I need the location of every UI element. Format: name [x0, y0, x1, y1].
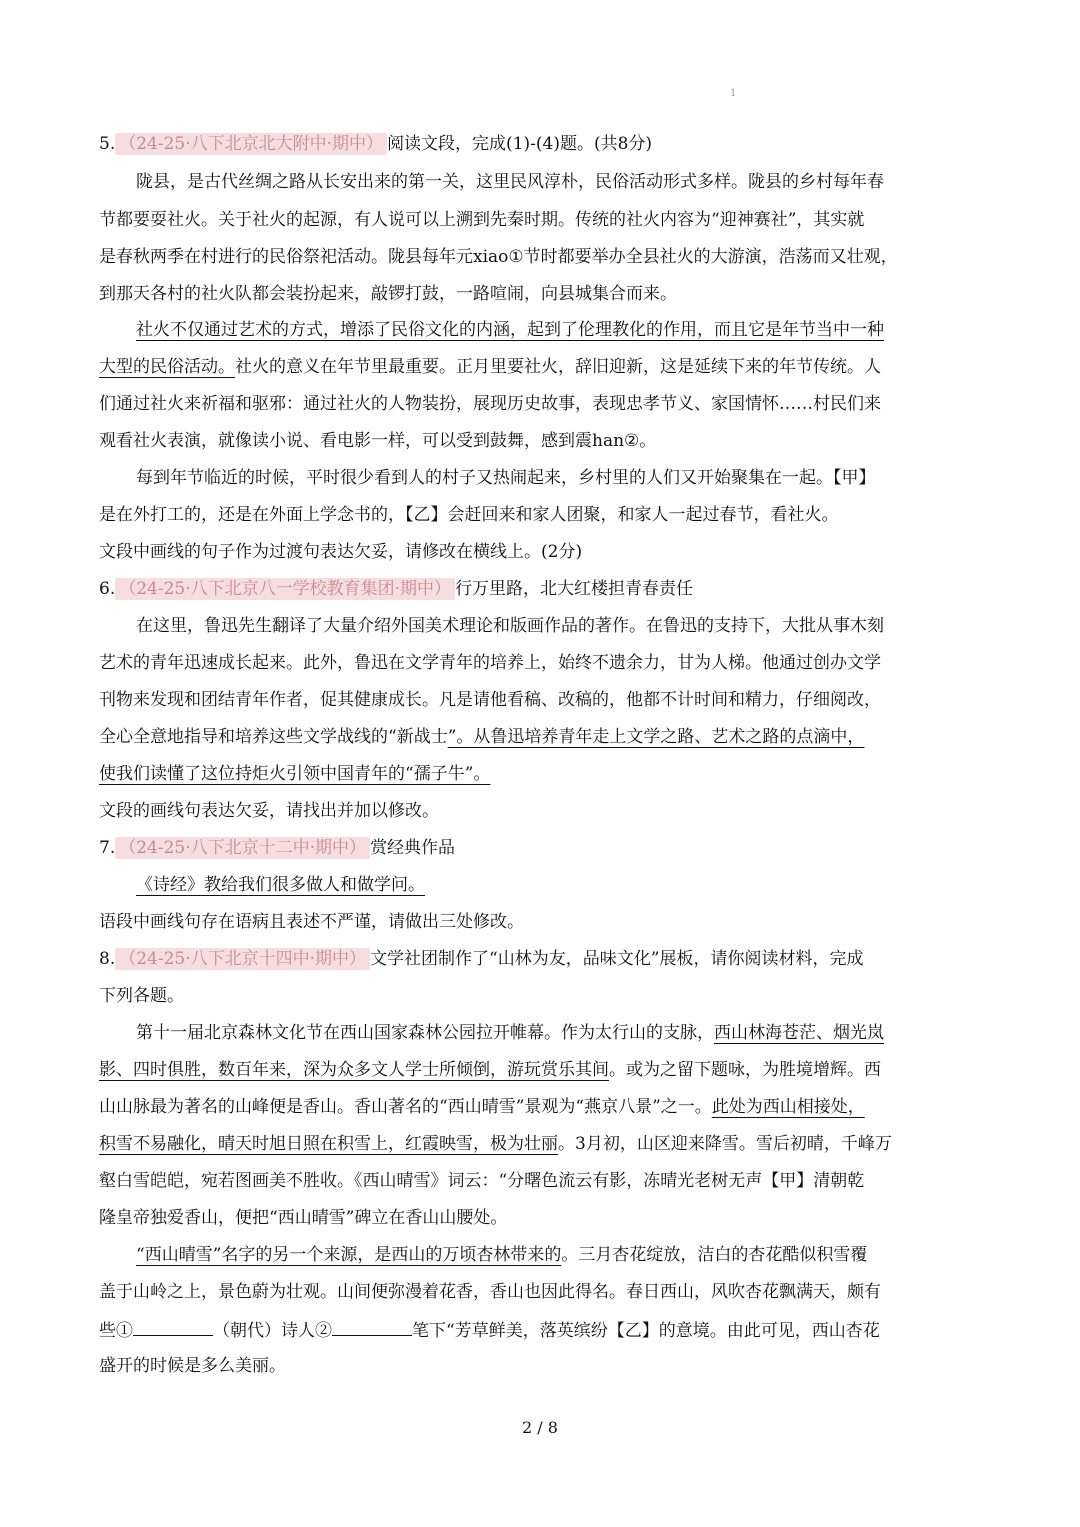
q8-underlined-1-end: 影、四时俱胜，数百年来，深为众多文人学士所倾倒，游玩赏乐其间 [99, 1060, 609, 1080]
q5-p3-line1: 每到年节临近的时候，平时很少看到人的村子又热闹起来，乡村里的人们又开始聚集在一起。【甲】 [136, 468, 876, 488]
q7-heading [99, 836, 989, 860]
q5-underlined-sentence: 社火不仅通过艺术的方式，增添了民俗文化的内涵，起到了伦理教化的作用，而且它是年节当中一种 [136, 320, 884, 340]
q8-text: （朝代）诗人② [213, 1321, 332, 1341]
q8-text: 些① [99, 1321, 133, 1341]
q8-text: 。三月杏花绽放，洁白的杏花酷似积雪覆 [561, 1245, 868, 1265]
q8-line5: 壑白雪皑皑，宛若图画美不胜收。《西山晴雪》词云：“分曙色流云有影，冻晴光老树无声【甲】清朝乾 [99, 1171, 865, 1191]
q8-underlined-3: “西山晴雪”名字的另一个来源，是西山的万顷杏林带来的 [136, 1245, 562, 1265]
q5-number: 5. [99, 134, 116, 154]
q8-text: 第十一届北京森林文化节在西山国家森林公园拉开帷幕。作为太行山的支脉， [136, 1023, 714, 1043]
q8-number: 8. [99, 949, 116, 969]
q5-underlined-sentence-end: 大型的民俗活动。 [99, 357, 235, 377]
blank-1[interactable] [133, 1317, 213, 1336]
q8-text: 。3月初，山区迎来降雪。雪后初晴，千峰万 [558, 1134, 892, 1154]
q8-source-tag: （24-25·八下北京十四中·期中） [115, 948, 370, 970]
header-mark: 1 [730, 88, 737, 99]
q8-line3 [99, 1095, 989, 1119]
q6-text: 全心全意地指导和培养这些文学战线的“新战士 [99, 727, 448, 747]
q8-heading [99, 947, 989, 971]
q6-line3: 刊物来发现和团结青年作者，促其健康成长。凡是请他看稿、改稿的，他都不计时间和精力，仔细阅改， [99, 690, 881, 710]
q8-p2-line1 [136, 1243, 1026, 1267]
q6-prompt: 行万里路，北大红楼担青春责任 [455, 579, 694, 599]
q6-number: 6. [99, 579, 116, 599]
q8-line2 [99, 1058, 989, 1082]
q5-prompt: 阅读文段，完成(1)-(4)题。(共8分) [387, 134, 653, 154]
q7-number: 7. [99, 838, 116, 858]
q7-source-tag: （24-25·八下北京十二中·期中） [115, 837, 370, 859]
q6-source-tag: （24-25·八下北京八一学校教育集团·期中） [115, 578, 455, 600]
q8-prompt-cont: 下列各题。 [99, 986, 184, 1006]
q7-line1 [136, 873, 1026, 897]
q6-heading [99, 577, 989, 601]
q5-heading [99, 132, 989, 156]
q6-task: 文段的画线句表达欠妥，请找出并加以修改。 [99, 801, 439, 821]
q5-p1-line: 陇县，是古代丝绸之路从长安出来的第一关，这里民风淳朴，民俗活动形式多样。陇县的乡村每年春 [136, 172, 884, 192]
q7-prompt: 赏经典作品 [370, 838, 456, 858]
q8-line4 [99, 1132, 989, 1156]
q8-line6: 隆皇帝独爱香山，便把“西山晴雪”碑立在香山山腰处。 [99, 1208, 508, 1228]
q5-source-tag: （24-25·八下北京北大附中·期中） [115, 133, 387, 155]
q6-underlined-sentence-end: 使我们读懂了这位持炬火引领中国青年的“孺子牛”。 [99, 764, 491, 784]
q6-line4 [99, 725, 989, 749]
q5-p2-text: 社火的意义在年节里最重要。正月里要社火，辞旧迎新，这是延续下来的年节传统。人 [235, 357, 881, 377]
q5-p2-line4: 观看社火表演，就像读小说、看电影一样，可以受到鼓舞，感到震han②。 [99, 431, 657, 451]
blank-2[interactable] [332, 1317, 412, 1336]
q5-p2-line3: 们通过社火来祈福和驱邪：通过社火的人物装扮，展现历史故事，表现忠孝节义、家国情怀……村民们来 [99, 394, 881, 414]
q5-p1-line: 是春秋两季在村进行的民俗祭祀活动。陇县每年元xiao①节时都要举办全县社火的大游演，浩荡而又壮观， [99, 247, 898, 267]
q6-line2: 艺术的青年迅速成长起来。此外，鲁迅在文学青年的培养上，始终不遗余力，甘为人梯。他通过创办文学 [99, 653, 881, 673]
q5-task: 文段中画线的句子作为过渡句表达欠妥，请修改在横线上。(2分) [99, 542, 583, 562]
q7-underlined-sentence: 《诗经》教给我们很多做人和做学问。 [136, 875, 425, 895]
q8-underlined-2: 此处为西山相接处， [711, 1097, 865, 1117]
q8-underlined-2-end: 积雪不易融化，晴天时旭日照在积雪上，红霞映雪，极为壮丽 [99, 1134, 558, 1154]
q6-line5 [99, 762, 989, 786]
q5-p1-line: 节都要耍社火。关于社火的起源，有人说可以上溯到先秦时期。传统的社火内容为“迎神赛社”，其实就 [99, 210, 865, 230]
q5-p3-line2: 是在外打工的，还是在外面上学念书的，【乙】会赶回来和家人团聚，和家人一起过春节，看社火。 [99, 505, 839, 525]
q8-text: 山山脉最为著名的山峰便是香山。香山著名的“西山晴雪”景观为“燕京八景”之一。 [99, 1097, 712, 1117]
page-number: 2 / 8 [522, 1418, 558, 1437]
q8-p2-line2: 盖于山岭之上，景色蔚为壮观。山间便弥漫着花香，香山也因此得名。春日西山，风吹杏花飘满天，颇有 [99, 1282, 881, 1302]
q8-p2-line4: 盛开的时候是多么美丽。 [99, 1356, 286, 1376]
q8-underlined-1: 西山林海苍茫、烟光岚 [714, 1023, 884, 1043]
q5-p2-line2 [99, 355, 989, 379]
q8-text: 。或为之留下题咏，为胜境增辉。西 [609, 1060, 881, 1080]
q8-line1 [136, 1021, 1026, 1045]
q8-prompt: 文学社团制作了“山林为友，品味文化”展板，请你阅读材料，完成 [370, 949, 864, 969]
q5-p2-line1 [136, 318, 1026, 342]
q6-line1: 在这里，鲁迅先生翻译了大量介绍外国美术理论和版画作品的著作。在鲁迅的支持下，大批从事木刻 [136, 616, 884, 636]
q6-underlined-sentence: ”。从鲁迅培养青年走上文学之路、艺术之路的点滴中， [447, 727, 865, 747]
q8-text: 笔下“芳草鲜美，落英缤纷【乙】的意境。由此可见，西山杏花 [412, 1321, 880, 1341]
q7-task: 语段中画线句存在语病且表述不严谨，请做出三处修改。 [99, 912, 524, 932]
q5-p1-line: 到那天各村的社火队都会装扮起来，敲锣打鼓，一路喧闹，向县城集合而来。 [99, 284, 677, 304]
q8-p2-line3 [99, 1317, 989, 1343]
